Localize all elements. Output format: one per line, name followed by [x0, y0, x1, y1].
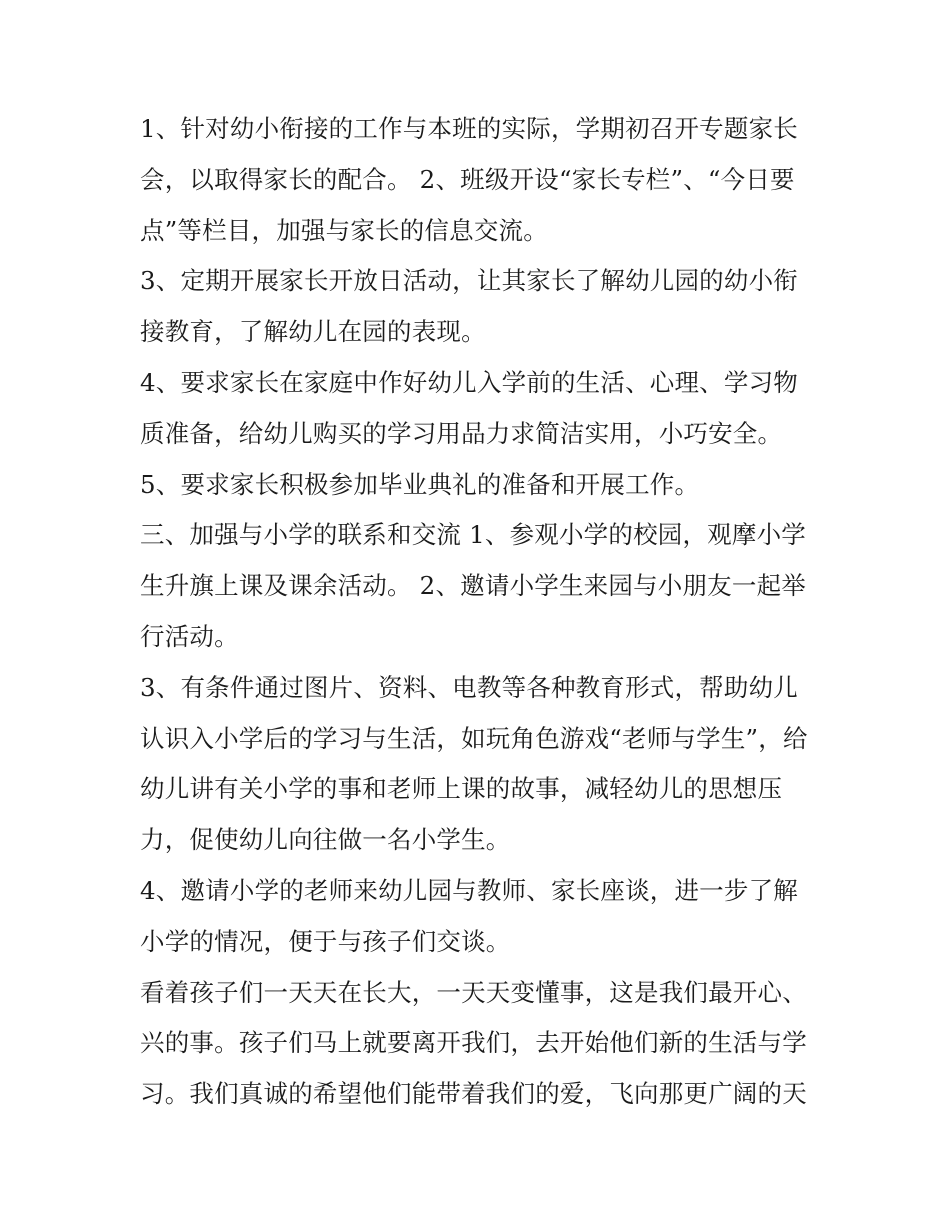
text-line: 幼儿讲有关小学的事和老师上课的故事，减轻幼儿的思想压: [140, 774, 783, 804]
text-line: 会，以取得家长的配合。 2、班级开设“家长专栏”、“今日要: [140, 164, 795, 194]
text-line: 3、有条件通过图片、资料、电教等各种教育形式，帮助幼儿: [140, 672, 798, 702]
text-line: 点”等栏目，加强与家长的信息交流。: [140, 215, 548, 245]
document-body: [140, 104, 830, 1120]
text-line: 兴的事。孩子们马上就要离开我们，去开始他们新的生活与学: [140, 1028, 807, 1058]
text-line: 认识入小学后的学习与生活，如玩角色游戏“老师与学生”，给: [140, 723, 808, 753]
text-line: 看着孩子们一天天在长大，一天天变懂事，这是我们最开心、: [140, 977, 807, 1007]
text-line: 三、加强与小学的联系和交流 1、参观小学的校园，观摩小学: [140, 520, 806, 550]
text-line: 3、定期开展家长开放日活动，让其家长了解幼儿园的幼小衔: [140, 266, 798, 296]
text-line: 质准备，给幼儿购买的学习用品力求简洁实用，小巧安全。: [140, 418, 783, 448]
text-line: 习。我们真诚的希望他们能带着我们的爱，飞向那更广阔的天: [140, 1079, 807, 1109]
text-line: 小学的情况，便于与孩子们交谈。: [140, 926, 511, 956]
text-line: 1、针对幼小衔接的工作与本班的实际，学期初召开专题家长: [140, 114, 798, 143]
text-line: 接教育，了解幼儿在园的表现。: [140, 317, 486, 347]
text-line: 力，促使幼儿向往做一名小学生。: [140, 825, 511, 855]
text-line: 行活动。: [140, 621, 239, 651]
text-line: 4、要求家长在家庭中作好幼儿入学前的生活、心理、学习物: [140, 367, 798, 397]
text-line: 5、要求家长积极参加毕业典礼的准备和开展工作。: [140, 469, 700, 499]
text-line: 4、邀请小学的老师来幼儿园与教师、家长座谈，进一步了解: [140, 875, 798, 905]
text-line: 生升旗上课及课余活动。 2、邀请小学生来园与小朋友一起举: [140, 571, 806, 601]
